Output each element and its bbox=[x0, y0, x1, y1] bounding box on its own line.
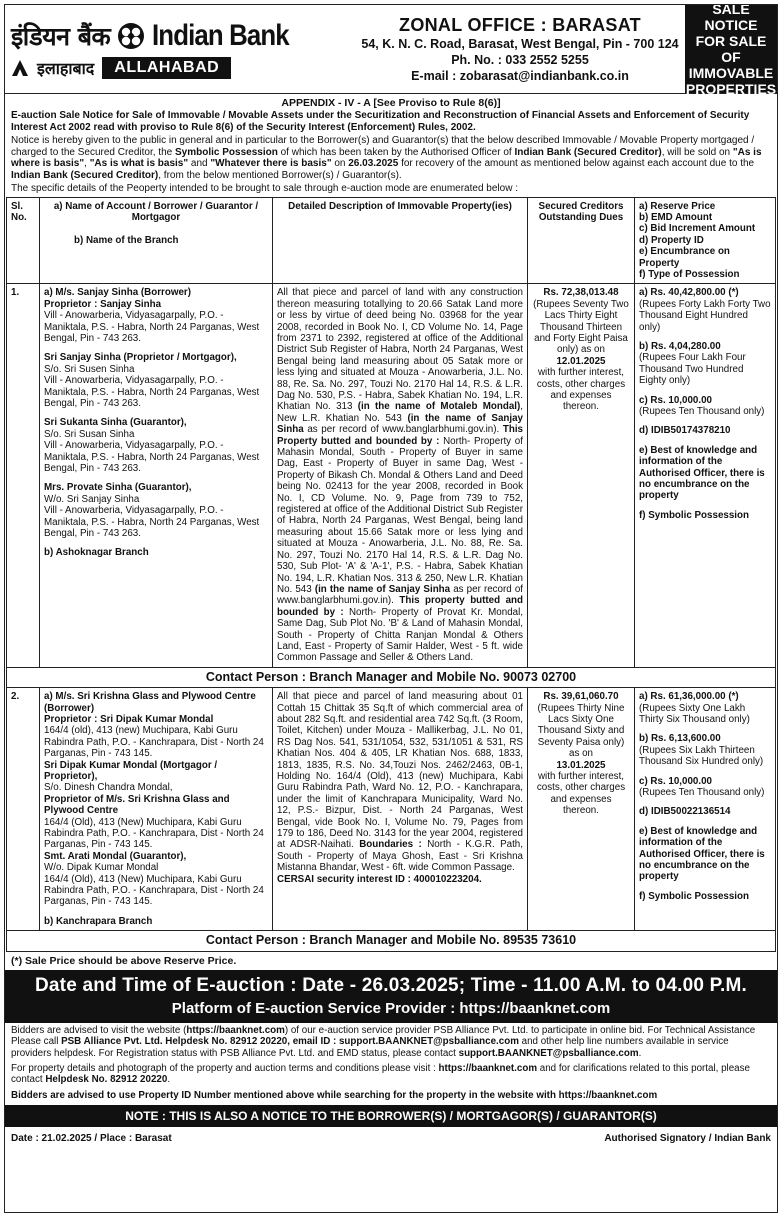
specific-details-line: The specific details of the Peoperty intended to be brought to sale through e-auction mode are enumerated below : bbox=[11, 183, 518, 194]
sale-notice-badge bbox=[685, 4, 777, 97]
sale-notice-line: FOR SALE OF bbox=[695, 33, 767, 65]
row-sl: 1. bbox=[7, 284, 40, 667]
row-dues: Rs. 72,38,013.48 (Rupees Seventy Two Lacs Thirty Eight Thousand Thirteen and Forty Eight Paisa only) as on 12.01.2025 with further interest, costs, other charges and expenses thereon. bbox=[528, 284, 635, 667]
row-parties: a) M/s. Sri Krishna Glass and Plywood Centre (Borrower) Proprietor : Sri Dipak Kumar Mondal 164/4 (old), 413 (new) Muchipara, Kabi Guru Rabindra Path, P.O. - Kanchrapara, Dist - North 24 Parganas, Pin - 743 145. Sri Dipak Kumar Mondal (Mortgagor / Proprietor), S/o. Dinesh Chandra Mondal, Proprietor of M/s. Sri Krishna Glass and Plywood Centre 164/4 (Old), 413 (New) Muchipara, Kabi Guru Rabindra Path, P.O. - Kanchrapara, Dist - North 24 Parganas, Pin - 743 145. Smt. Arati Mondal (Guarantor), W/o. Dipak Kumar Mondal 164/4 (Old), 413 (New) Muchipara, Kabi Guru Rabindra Path, P.O. - Kanchrapara, Dist - North 24 Parganas, Pin - 743 145. b) Kanchrapara Branch bbox=[40, 688, 273, 931]
row-description: All that piece and parcel of land measuring about 01 Cottah 15 Chittak 35 Sq.ft of which commercial area of about 282 Sq.ft. and residential area 742 Sq.ft. (3 Room, Toilet, Kitchen) under Mouza - Mallikerbag, J.L. No 01, RS Dag Nos. 541, 531/1054, 532, 531/1051 & 531, RS Khatian Nos. 404 & 405, LR Khatian Nos. 688, 1833, 1813, 1835, R.S. No. 34,Touzi Nos. 2462/2463, 0B-1, Holding No. 164/4 (Old), 413 (new) Muchipara, Kabi Guru Rabindra Path, Ward No. 12, P.O. - Kanchrapara, under the limit of Kanchrapara Municipality, Ward No. 12, P.S.- Bizpur, Dist. - North 24 Parganas, West Bengal, vide Book No. I, Volume No. 79, Pages from 179 to 186, Deed No. 3143 for the year 2004, registered at ADSR-Naihati. Boundaries : North - K.G.R. Path, South - Property of Maya Ghosh, East - Sri Krishna Mistanna Bhandar, West - 6ft. wide Common Passage. CERSAI security interest ID : 400010223204. bbox=[273, 688, 528, 931]
col-dues: Secured Creditors Outstanding Dues bbox=[528, 197, 635, 284]
intro-heading: E-auction Sale Notice for Sale of Immovable / Movable Assets under the Securitization and Reconstruction of Financial Assets and Enforcement of Security Interest Act 2002 read with proviso to Rule 8(6) of the Security Interest (Enforcement) Rules, 2002. bbox=[11, 110, 750, 133]
table-row bbox=[7, 284, 776, 667]
contact-person: Contact Person : Branch Manager and Mobile No. 89535 73610 bbox=[7, 931, 776, 951]
sale-price-note: (*) Sale Price should be above Reserve Price. bbox=[11, 954, 237, 967]
col-account: a) Name of Account / Borrower / Guarantor / Mortgagor b) Name of the Branch bbox=[40, 197, 273, 284]
office-title: ZONAL OFFICE : BARASAT bbox=[399, 14, 641, 35]
contact-row bbox=[7, 931, 776, 951]
signature-line bbox=[5, 1127, 777, 1150]
row-reserve: a) Rs. 40,42,800.00 (*) (Rupees Forty Lakh Forty Two Thousand Eight Hundred only) b) Rs. 4,04,280.00 (Rupees Four Lakh Four Thousand Two Hundred Eighty only) c) Rs. 10,000.00 (Rupees Ten Thousand only) d) IDIB50174378210 e) Best of knowledge and information of the Authorised Officer, there is no encumbrance on the property f) Symbolic Possession bbox=[635, 284, 776, 667]
allahabad-hindi: इलाहाबाद bbox=[37, 59, 95, 78]
col-description: Detailed Description of Immovable Property(ies) bbox=[273, 197, 528, 284]
row-parties: a) M/s. Sanjay Sinha (Borrower) Proprietor : Sanjay Sinha Vill - Anowarberia, Vidyasagarpally, P.O. - Maniktala, P.S. - Habra, North 24 Parganas, West Bengal, Pin - 743 263. Sri Sanjay Sinha (Proprietor / Mortgagor), S/o. Sri Susen Sinha Vill - Anowarberia, Vidyasagarpally, P.O. - Maniktala, P.S. - Habra, North 24 Parganas, West Bengal, Pin - 743 263. Sri Sukanta Sinha (Guarantor), S/o. Sri Susan Sinha Vill - Anowarberia, Vidyasagarpally, P.O. - Maniktala, P.S. - Habra, North 24 Parganas, West Bengal, Pin - 743 263. Mrs. Provate Sinha (Guarantor), W/o. Sri Sanjay Sinha Vill - Anowarberia, Vidyasagarpally, P.O. - Maniktala, P.S. - Habra, North 24 Parganas, West Bengal, Pin - 743 263. b) Ashoknagar Branch bbox=[40, 284, 273, 667]
bank-name-english: Indian Bank bbox=[152, 19, 289, 52]
row-description: All that piece and parcel of land with any construction thereon measuring totallying to 20.66 Satak Land more or less by virtue of deed being No. 03968 for the year 2008, recorded in Book No. I, CD Volume No. 14, Page from 2371 to 2392, registered at office of the Additional District Sub Register of Habra, North 24 Parganas, West Bengal being land measuring about 05 Satak more or less lying and situated at Mouza - Anowarberia, J.L. No. 88, Re. Sa. No. 297, Touzi No. 2170 Hal 14, R.S. & L.R. Dag No. 530, P.S. - Habra, Sabek Khatian No. 194, L.R. Khatian No. 313 (in the name of Motaleb Mondal), New L.R. Khatian No. 543 (in the name of Sanjay Sinha as per record of www.banglarbhumi.gov.in). This Property butted and bounded by : North- Property of Mahasin Mondal, South - Property of Buyer in same Dag, East - Property of Buyer in same Dag, West - Property of Bikash Ch. Mondal & Others Land and Deed being No. 02413 for the year 2008, recorded in Book No. I, CD Volume. No. 9, Page from 739 to 752, registered at office of the Additional District Sub Register of Habra, North 24 Parganas, West Bengal, being land measuring about 15.66 Satak more or less lying and situated at Mouza - Anowarberia, J.L. No. 88, Re. Sa. No. 297, Touzi No. 2170 Hal 14, R.S. & L.R. Dag No. 530, Sub Plot- 'A' & 'A-1', P.S. - Habra, Sabek Khatian No. 194, L.R. Khatian Nos. 313 & 250, New L.R. Khatian No. 543 (in the name of Sanjay Sinha as per record of www.banglarbhumi.gov.in). This property butted and bounded by : North- Property of Provat Kr. Mondal, Same Dag, Sub Plot No. 'B' & Land of Mahasin Mondal, South - Property of Chitta Ranjan Mondal & Others Land, East - Property of Samir Halder, West - 5 ft. wide Common Passage and Seller & Others Land. bbox=[273, 284, 528, 667]
property-id: d) IDIB50022136514 bbox=[639, 806, 731, 818]
bank-logo bbox=[5, 5, 355, 93]
office-email: E-mail : zobarasat@indianbank.co.in bbox=[411, 68, 629, 83]
sale-notice-line: IMMOVABLE bbox=[688, 65, 774, 81]
office-info bbox=[355, 5, 685, 93]
table-header-row bbox=[7, 197, 776, 284]
row-sl: 2. bbox=[7, 688, 40, 931]
sale-notice-page bbox=[4, 4, 778, 1213]
authorised-signatory: Authorised Signatory / Indian Bank bbox=[604, 1133, 771, 1145]
col-sl: Sl. No. bbox=[7, 197, 40, 284]
borrower-notice-bar: NOTE : THIS IS ALSO A NOTICE TO THE BORROWER(S) / MORTGAGOR(S) / GUARANTOR(S) bbox=[5, 1105, 777, 1127]
office-address: 54, K. N. C. Road, Barasat, West Bengal, Pin - 700 124 bbox=[361, 36, 679, 51]
office-phone: Ph. No. : 033 2552 5255 bbox=[451, 52, 589, 67]
notice-paragraph: Notice is hereby given to the public in general and in particular to the Borrower(s) and Guarantor(s) that the below described Immovable / Movable Property mortgaged / charged to the Secured Creditor, the Symbolic Possession of which has been taken by the Authorised Officer of Indian Bank (Secured Creditor), will be sold on "As is where is basis", "As is what is basis" and "Whatever there is basis" on 26.03.2025 for recovery of the amount as mentioned below against each account due to the Indian Bank (Secured Creditor), from the below mentioned Borrower(s) / Guarantor(s). bbox=[11, 135, 762, 181]
row-dues: Rs. 39,61,060.70 (Rupees Thirty Nine Lacs Sixty One Thousand Sixty and Seventy Paisa only) as on 13.01.2025 with further interest, costs, other charges and expenses thereon. bbox=[528, 688, 635, 931]
date-place: Date : 21.02.2025 / Place : Barasat bbox=[11, 1133, 172, 1145]
allahabad-english: ALLAHABAD bbox=[102, 57, 231, 79]
property-details-advice: For property details and photograph of the property and auction terms and conditions please visit : https://baanknet.com and for clarifications related to this portal, please contact Helpdesk No. 82912 20220. bbox=[11, 1062, 750, 1086]
auction-platform: Platform of E-auction Service Provider : https://baanknet.com bbox=[171, 999, 611, 1017]
auction-banner bbox=[5, 970, 777, 1023]
auction-date-time: Date and Time of E-auction : Date - 26.03.2025; Time - 11.00 A.M. to 04.00 P.M. bbox=[34, 974, 747, 996]
sale-notice-line: SALE NOTICE bbox=[704, 4, 758, 33]
property-id: d) IDIB50174378210 bbox=[639, 425, 731, 437]
allahabad-logo-icon bbox=[11, 59, 29, 77]
sale-notice-line: PROPERTIES bbox=[685, 81, 777, 97]
header bbox=[5, 4, 777, 97]
indian-bank-logo-icon bbox=[116, 21, 146, 51]
branch-name: b) Kanchrapara Branch bbox=[44, 915, 153, 927]
property-id-advice: Bidders are advised to use Property ID Number mentioned above while searching for the property in the website with https://baanknet.com bbox=[11, 1089, 658, 1101]
contact-row bbox=[7, 667, 776, 687]
row-reserve: a) Rs. 61,36,000.00 (*) (Rupees Sixty One Lakh Thirty Six Thousand only) b) Rs. 6,13,600.00 (Rupees Six Lakh Thirteen Thousand Six Hundred only) c) Rs. 10,000.00 (Rupees Ten Thousand only) d) IDIB50022136514 e) Best of knowledge and information of the Authorised Officer, there is no encumbrance on the property f) Symbolic Possession bbox=[635, 688, 776, 931]
property-table bbox=[6, 197, 776, 952]
contact-person: Contact Person : Branch Manager and Mobile No. 90073 02700 bbox=[7, 667, 776, 687]
bidders-advice: Bidders are advised to visit the website (https://baanknet.com) of our e-auction service provider PSB Alliance Pvt. Ltd. to participate in online bid. For Technical Assistance Please call PSB Alliance Pvt. Ltd. Helpdesk No. 82912 20220, email ID : support.BAANKNET@psballiance.com and other help line numbers available in service providers helpdesk. For Registration status with PSB Alliance Pvt. Ltd. and EMD status, please contact support.BAANKNET@psballiance.com. bbox=[11, 1024, 756, 1059]
table-row bbox=[7, 688, 776, 931]
bank-name-hindi: इंडियन बैंक bbox=[11, 22, 111, 51]
appendix-title: APPENDIX - IV - A [See Proviso to Rule 8(6)] bbox=[281, 97, 501, 109]
branch-name: b) Ashoknagar Branch bbox=[44, 547, 149, 559]
col-reserve: a) Reserve Price b) EMD Amount c) Bid Increment Amount d) Property ID e) Encumbrance on Property f) Type of Possession bbox=[635, 197, 776, 284]
